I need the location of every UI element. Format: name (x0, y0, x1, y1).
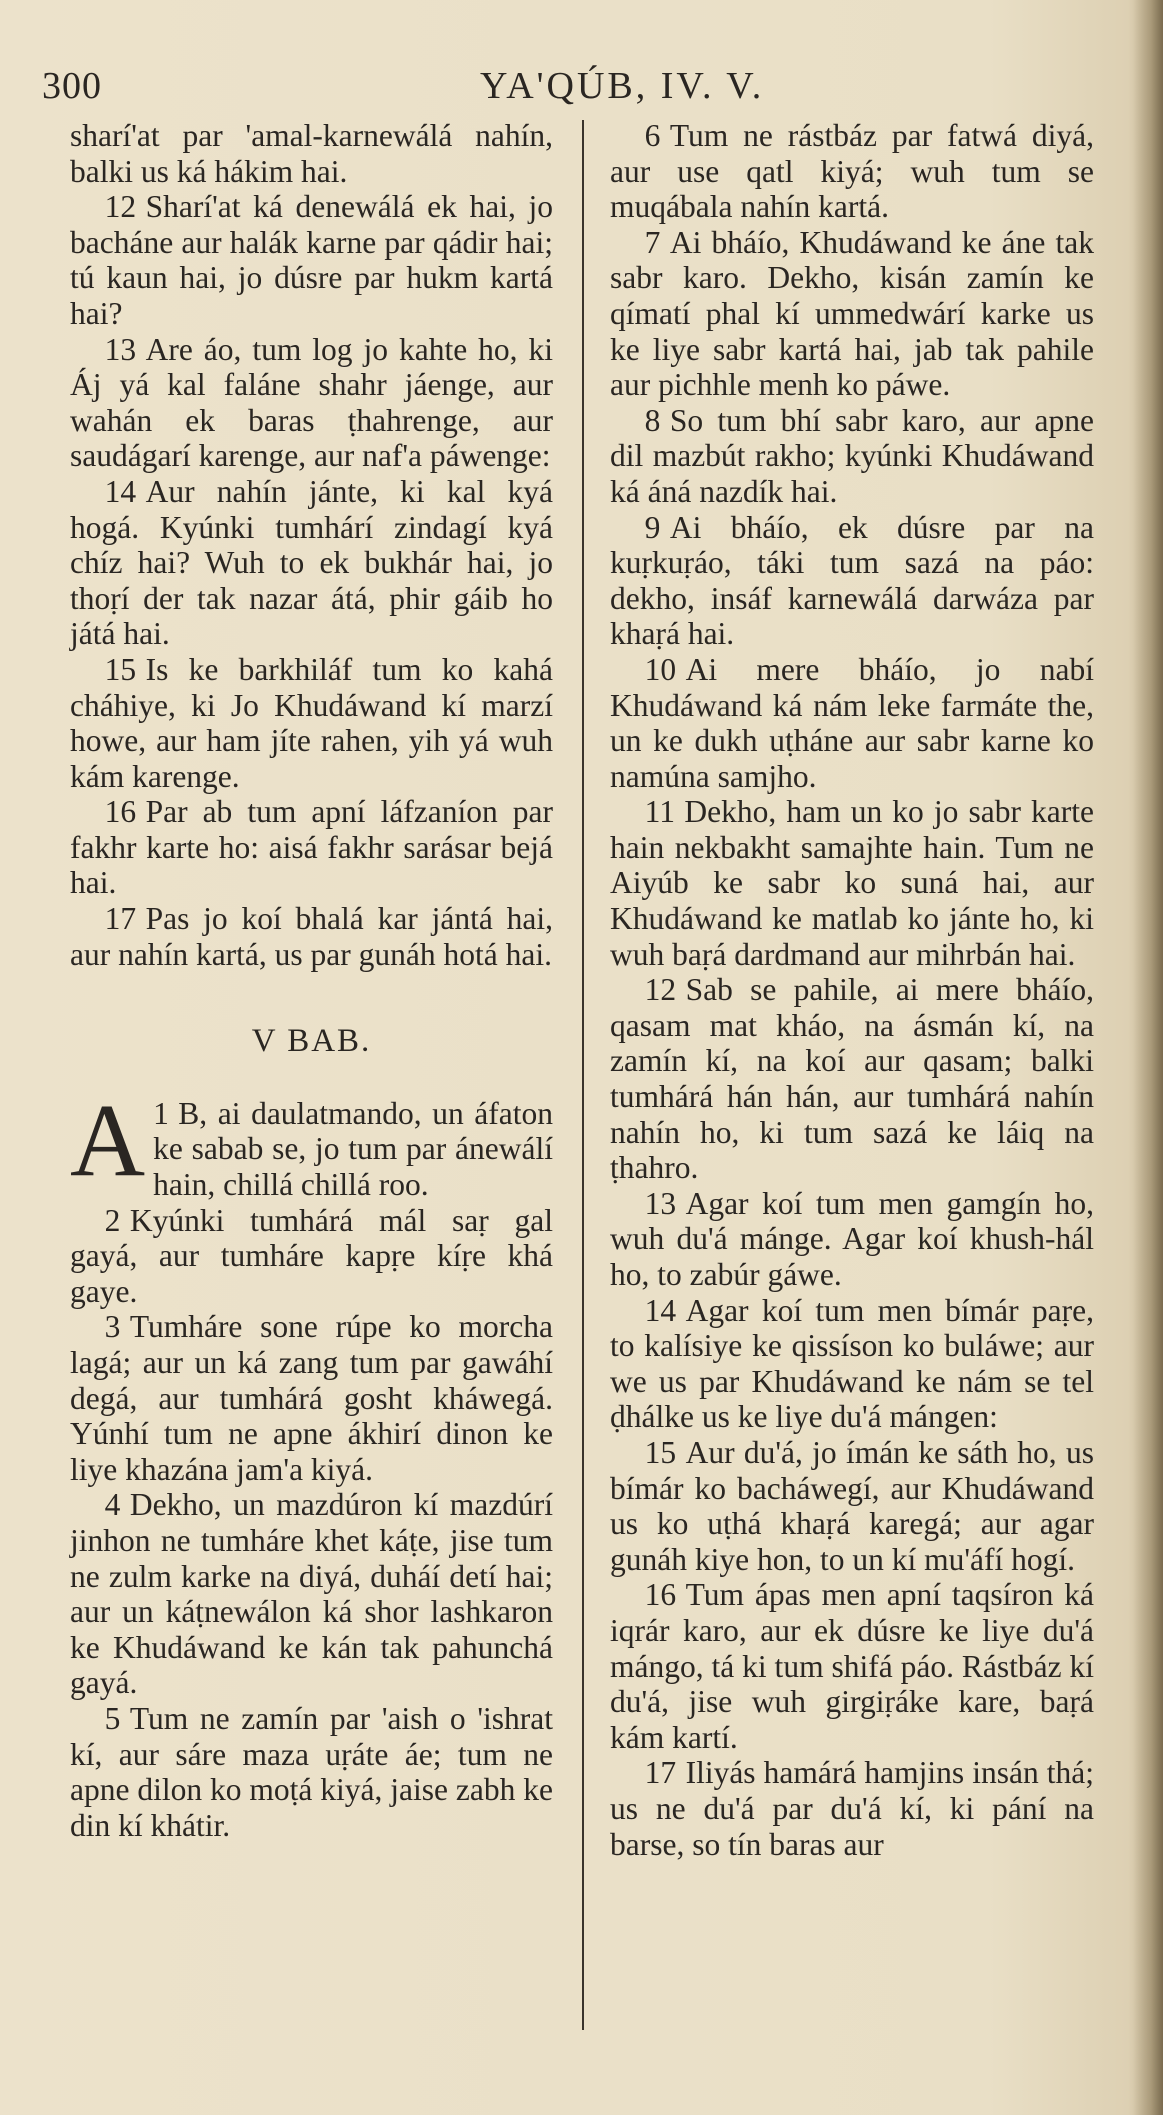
verse-text: Tumháre sone rúpe ko morcha lagá; aur un ká zang tum par gawáhí degá, aur tumhárá gosht kháwegá. Yúnhí tum ne apne ákhirí dinon ke liye khazána jam'a kiyá. (70, 1309, 553, 1487)
verse-number: 5 (104, 1700, 121, 1736)
page-number: 300 (42, 65, 102, 107)
verse-number: 15 (644, 1434, 677, 1470)
verse-text: So tum bhí sabr karo, aur apne dil mazbút rakho; kyúnki Khudáwand ká áná nazdík hai. (610, 402, 1094, 509)
verse-text: Ai mere bháío, jo nabí Khudáwand ká nám leke farmáte the, un ke dukh uṭháne aur sabr karne ko namúna samjho. (610, 651, 1094, 794)
verse-text: Iliyás hamárá hamjins insán thá; us ne du'á par du'á kí, ki pání na barse, so tín baras aur (610, 1755, 1094, 1862)
verse (70, 189, 553, 331)
drop-cap: A (70, 1082, 146, 1198)
verse-text: Ai bháío, ek dúsre par na kuṛkuṛáo, táki tum sazá na páo: dekho, insáf karnewálá darwáza par khaṛá hai. (610, 509, 1094, 652)
verse-text: Tum ápas men apní taqsíron ká iqrár karo, aur ek dúsre ke liye du'á mángo, tá ki tum shifá páo. Rástbáz kí du'á, jise wuh girgiṛáke kare, baṛá kám kartí. (610, 1577, 1094, 1755)
page-spine-shadow (1133, 0, 1163, 2115)
verse-number: 7 (644, 224, 661, 260)
verse-text: Sab se pahile, ai mere bháío, qasam mat kháo, na ásmán kí, na zamín kí, na koí aur qasam; balki tumhárá hán hán, aur tumhárá nahín nahín ho, ki tum sazá ke láiq na ṭhahro. (610, 972, 1094, 1186)
verse-number: 13 (104, 331, 137, 367)
verse-number: 14 (104, 473, 137, 509)
verse-text: B, ai daulatmando, un áfaton ke sabab se, jo tum par ánewálí hain, chillá chillá roo. (153, 1095, 553, 1203)
left-column (70, 118, 553, 1843)
verse-text: Dekho, ham un ko jo sabr karte hain nekbakht samajhte hain. Tum ne Aiyúb ke sabr ko suná hai, aur Khudáwand ke matlab ko jánte ho, ki wuh baṛá dardmand aur mihrbán hai. (610, 794, 1094, 972)
verse (610, 403, 1094, 510)
verse-1 (70, 1082, 553, 1203)
verse-text: Dekho, un mazdúron kí mazdúrí jinhon ne tumháre khet káṭe, jise tum ne zulm karke na diyá, duháí detí hai; aur un káṭnewálon ká shor lashkaron ke Khudáwand ke kán tak pahunchá gayá. (70, 1487, 553, 1701)
page-header (40, 64, 1100, 124)
verse (610, 510, 1094, 652)
verse-number: 13 (644, 1185, 677, 1221)
verse-number: 2 (104, 1202, 121, 1238)
verse-text: Aur nahín jánte, ki kal kyá hogá. Kyúnki tumhárí zindagí kyá chíz hai? Wuh to ek bukhár hai, jo thoṛí der tak nazar átá, phir gáib ho játá hai. (70, 473, 553, 652)
verse (70, 1701, 553, 1843)
verse-number: 17 (104, 901, 137, 937)
verse-text: Is ke barkhiláf tum ko kahá cháhiye, ki Jo Khudáwand kí marzí howe, aur ham jíte rahen, yih yá wuh kám karenge. (70, 651, 553, 794)
verse (610, 1435, 1094, 1577)
verse (610, 1186, 1094, 1293)
verse-text: Aur du'á, jo ímán ke sáth ho, us bímár ko bacháwegí, aur Khudáwand us ko uṭhá khaṛá karegá; aur agar gunáh kiye hon, to un kí mu'áfí hogí. (610, 1434, 1094, 1577)
verse-number: 14 (644, 1292, 677, 1328)
verse-text: Par ab tum apní láfzaníon par fakhr karte ho: aisá fakhr sarásar bejá hai. (70, 794, 553, 901)
verse (70, 474, 553, 652)
verse-number: 1 (153, 1095, 169, 1131)
verse-number: 4 (104, 1487, 121, 1523)
verse (610, 225, 1094, 403)
verse (610, 794, 1094, 972)
verse (70, 652, 553, 794)
chapter-heading: V BAB. (251, 1023, 372, 1060)
verse (70, 1487, 553, 1701)
verse-number: 12 (104, 189, 137, 225)
verse (610, 972, 1094, 1186)
verse-number: 3 (104, 1309, 121, 1345)
verse-text: Are áo, tum log jo kahte ho, ki Áj yá kal faláne shahr jáenge, aur wahán ek baras ṭhahrenge, aur saudágarí karenge, aur naf'a páwenge: (70, 331, 553, 474)
verse (70, 901, 553, 972)
verse-number: 16 (644, 1577, 677, 1613)
verse-text: Agar koí tum men bímár paṛe, to kalísiye ke qissíson ko buláwe; aur we us par Khudáwand ke nám se tel ḍhálke us ke liye du'á mángen: (610, 1292, 1094, 1435)
verse-number: 8 (644, 402, 661, 438)
verse-text: Pas jo koí bhalá kar jántá hai, aur nahín kartá, us par gunáh hotá hai. (70, 901, 553, 972)
verse-text: Sharí'at ká denewálá ek hai, jo bacháne aur halák karne par qádir hai; tú kaun hai, jo dúsre par hukm kartá hai? (70, 189, 553, 331)
verse-number: 9 (644, 509, 661, 545)
verse (70, 794, 553, 901)
verse-number: 15 (104, 651, 137, 687)
running-head: YA'QÚB, IV. V. (480, 65, 765, 107)
verse (70, 332, 553, 474)
right-column (610, 118, 1094, 1862)
verse (610, 1293, 1094, 1435)
verse (70, 1203, 553, 1310)
verse (610, 118, 1094, 225)
verse-number: 6 (644, 118, 661, 153)
verse-number: 17 (644, 1755, 677, 1791)
verse-text: Kyúnki tumhárá mál saṛ gal gayá, aur tumháre kapṛe kíṛe khá gaye. (70, 1202, 553, 1309)
verse-text: Tum ne rástbáz par fatwá diyá, aur use qatl kiyá; wuh tum se muqábala nahín kartá. (610, 118, 1094, 225)
verse-text: Ai bháío, Khudáwand ke áne tak sabr karo. Dekho, kisán zamín ke qímatí phal kí ummedwárí karke us ke liye sabr kartá hai, jab tak pahile aur pichhle menh ko páwe. (610, 224, 1094, 403)
verse (610, 1755, 1094, 1862)
verse-number: 16 (104, 794, 137, 830)
verse (610, 652, 1094, 794)
continuation-text: sharí'at par 'amal-karnewálá nahín, balki us ká hákim hai. (70, 118, 553, 189)
verse-text: Tum ne zamín par 'aish o 'ishrat kí, aur sáre maza uṛáte áe; tum ne apne dilon ko moṭá kiyá, jaise zabh ke din kí khátir. (70, 1700, 553, 1843)
verse-number: 12 (644, 972, 677, 1008)
verse-number: 10 (644, 651, 677, 687)
verse-text: Agar koí tum men gamgín ho, wuh du'á mánge. Agar koí khush-hál ho, to zabúr gáwe. (610, 1185, 1094, 1292)
verse (70, 1309, 553, 1487)
verse (610, 1577, 1094, 1755)
column-divider (582, 120, 584, 2030)
verse-number: 11 (644, 794, 675, 830)
